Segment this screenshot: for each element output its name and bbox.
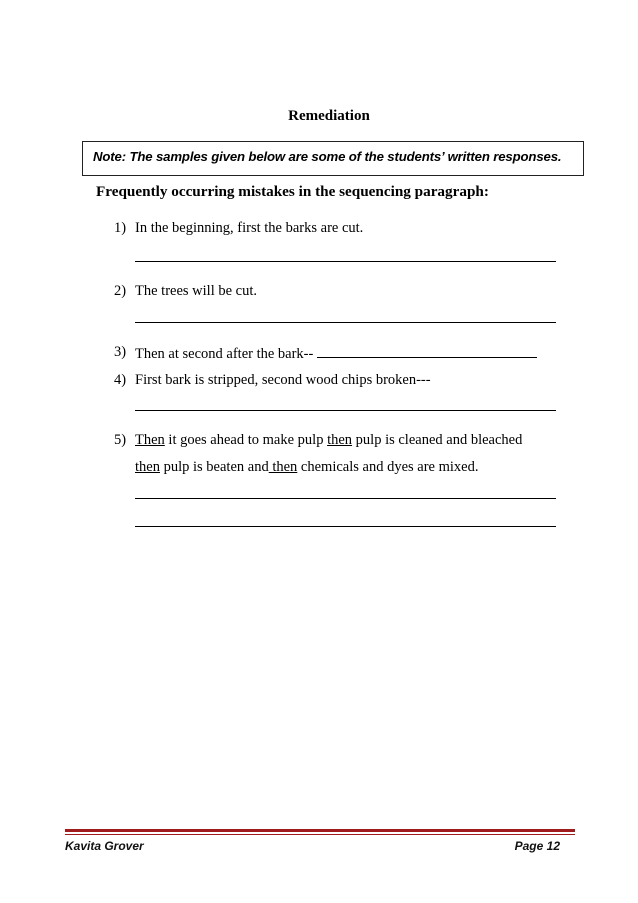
list-text: The trees will be cut. [135,283,257,299]
list-number: 1) [114,220,127,236]
list-text: First bark is stripped, second wood chips broken--- [135,372,431,388]
underlined-word: Then [135,432,165,448]
answer-line [135,526,556,527]
footer-author: Kavita Grover [65,839,144,853]
answer-line [317,344,537,358]
list-text: Then at second after the bark-- [135,346,314,362]
section-heading: Frequently occurring mistakes in the sequencing paragraph: [96,183,489,200]
note-text: Note: The samples given below are some of the students’ written responses. [93,149,562,164]
answer-line [135,498,556,499]
underlined-word: then [268,459,298,475]
text-span: pulp is beaten and [159,459,269,475]
footer-rule-thick [65,829,575,832]
text-span: pulp is cleaned and bleached [352,432,523,448]
page-title: Remediation [288,108,370,124]
text-span: it goes ahead to make pulp [164,432,328,448]
text-span: chemicals and dyes are mixed. [297,459,479,475]
footer-rule-thin [65,834,575,835]
list-number: 5) [114,432,127,448]
list-item-3 [135,344,537,363]
list-text: In the beginning, first the barks are cut. [135,220,364,236]
list-number: 4) [114,372,127,388]
answer-line [135,322,556,323]
answer-line [135,410,556,411]
note-box [82,141,584,176]
footer-page-number: Page 12 [514,839,560,853]
list-number: 3) [114,344,127,360]
answer-line [135,261,556,262]
list-number: 2) [114,283,127,299]
list-text-line-1 [135,432,522,449]
underlined-word: then [327,432,353,448]
underlined-word: then [135,459,160,475]
list-text-line-2 [135,459,478,476]
